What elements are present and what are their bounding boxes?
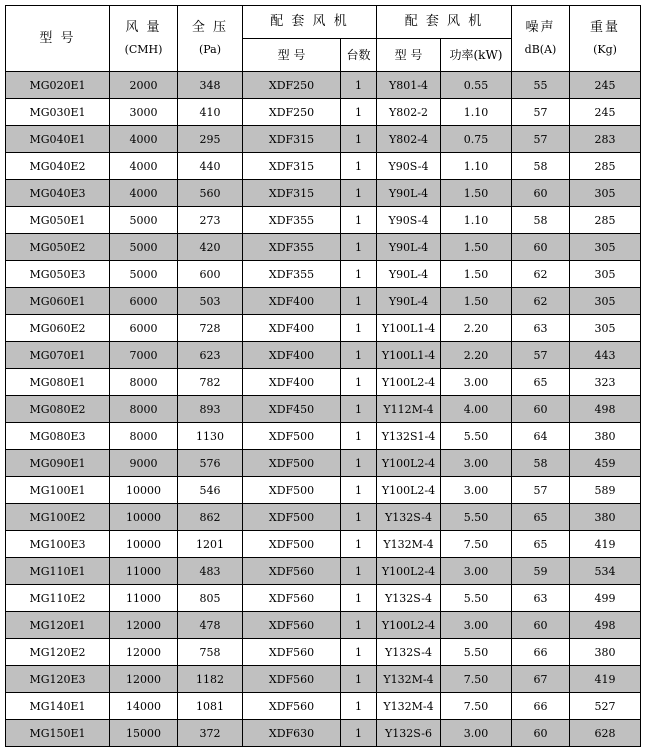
cell-model: MG120E1: [6, 612, 110, 639]
cell-motor-model: Y100L1-4: [377, 315, 441, 342]
cell-motor-power: 3.00: [441, 477, 512, 504]
cell-noise: 66: [512, 693, 570, 720]
cell-fan-model: XDF560: [243, 558, 341, 585]
cell-motor-power: 0.75: [441, 126, 512, 153]
table-row: [6, 585, 641, 612]
cell-noise: 59: [512, 558, 570, 585]
cell-fan-count: 1: [341, 693, 377, 720]
cell-motor-model: Y132M-4: [377, 693, 441, 720]
cell-motor-power: 3.00: [441, 558, 512, 585]
cell-model: MG110E2: [6, 585, 110, 612]
cell-fan-model: XDF450: [243, 396, 341, 423]
cell-noise: 57: [512, 342, 570, 369]
cell-fan-model: XDF500: [243, 450, 341, 477]
cell-fan-model: XDF560: [243, 612, 341, 639]
cell-weight: 419: [570, 531, 641, 558]
cell-weight: 305: [570, 315, 641, 342]
cell-fan-count: 1: [341, 342, 377, 369]
cell-motor-power: 3.00: [441, 612, 512, 639]
cell-model: MG020E1: [6, 72, 110, 99]
cell-weight: 380: [570, 504, 641, 531]
cell-airflow: 14000: [110, 693, 178, 720]
spec-table-container: [5, 5, 641, 747]
table-row: [6, 720, 641, 747]
cell-fan-model: XDF560: [243, 693, 341, 720]
cell-pressure: 372: [178, 720, 243, 747]
cell-fan-model: XDF500: [243, 477, 341, 504]
cell-pressure: 295: [178, 126, 243, 153]
cell-motor-power: 1.50: [441, 288, 512, 315]
cell-model: MG100E2: [6, 504, 110, 531]
cell-model: MG040E2: [6, 153, 110, 180]
table-row: [6, 99, 641, 126]
cell-airflow: 6000: [110, 315, 178, 342]
header-fan-count: 台数: [341, 39, 377, 72]
cell-noise: 65: [512, 369, 570, 396]
cell-airflow: 10000: [110, 531, 178, 558]
header-model: 型 号: [6, 6, 110, 72]
cell-noise: 60: [512, 612, 570, 639]
cell-fan-model: XDF315: [243, 126, 341, 153]
cell-noise: 57: [512, 99, 570, 126]
header-airflow-label: 风 量: [125, 19, 162, 35]
cell-weight: 589: [570, 477, 641, 504]
cell-model: MG080E2: [6, 396, 110, 423]
cell-motor-power: 1.50: [441, 180, 512, 207]
cell-motor-model: Y801-4: [377, 72, 441, 99]
table-row: [6, 288, 641, 315]
cell-noise: 62: [512, 261, 570, 288]
cell-pressure: 728: [178, 315, 243, 342]
cell-airflow: 5000: [110, 234, 178, 261]
table-row: [6, 180, 641, 207]
cell-fan-count: 1: [341, 288, 377, 315]
cell-noise: 65: [512, 504, 570, 531]
header-weight-label: 重量: [589, 19, 620, 35]
cell-pressure: 623: [178, 342, 243, 369]
cell-fan-model: XDF560: [243, 666, 341, 693]
cell-airflow: 4000: [110, 180, 178, 207]
cell-model: MG080E3: [6, 423, 110, 450]
cell-weight: 499: [570, 585, 641, 612]
header-noise: [512, 6, 570, 72]
cell-pressure: 440: [178, 153, 243, 180]
cell-motor-power: 7.50: [441, 531, 512, 558]
table-row: [6, 126, 641, 153]
cell-motor-power: 1.10: [441, 207, 512, 234]
cell-airflow: 10000: [110, 504, 178, 531]
cell-fan-model: XDF560: [243, 639, 341, 666]
cell-weight: 245: [570, 72, 641, 99]
cell-fan-model: XDF355: [243, 234, 341, 261]
cell-noise: 57: [512, 126, 570, 153]
table-row: [6, 504, 641, 531]
cell-motor-power: 5.50: [441, 504, 512, 531]
header-airflow: [110, 6, 178, 72]
table-row: [6, 153, 641, 180]
cell-pressure: 273: [178, 207, 243, 234]
cell-weight: 245: [570, 99, 641, 126]
cell-motor-power: 3.00: [441, 369, 512, 396]
cell-motor-model: Y132M-4: [377, 531, 441, 558]
cell-fan-model: XDF560: [243, 585, 341, 612]
cell-weight: 628: [570, 720, 641, 747]
cell-fan-model: XDF315: [243, 180, 341, 207]
cell-motor-power: 7.50: [441, 666, 512, 693]
cell-noise: 58: [512, 450, 570, 477]
cell-pressure: 782: [178, 369, 243, 396]
cell-pressure: 805: [178, 585, 243, 612]
cell-noise: 60: [512, 180, 570, 207]
cell-airflow: 12000: [110, 639, 178, 666]
cell-fan-count: 1: [341, 558, 377, 585]
table-row: [6, 612, 641, 639]
cell-weight: 534: [570, 558, 641, 585]
cell-pressure: 1182: [178, 666, 243, 693]
cell-motor-power: 0.55: [441, 72, 512, 99]
cell-weight: 305: [570, 180, 641, 207]
header-motor-power: 功率(kW): [441, 39, 512, 72]
table-row: [6, 342, 641, 369]
cell-motor-model: Y100L1-4: [377, 342, 441, 369]
cell-airflow: 10000: [110, 477, 178, 504]
cell-airflow: 11000: [110, 585, 178, 612]
cell-fan-count: 1: [341, 315, 377, 342]
cell-motor-model: Y100L2-4: [377, 477, 441, 504]
cell-noise: 66: [512, 639, 570, 666]
spec-table: [5, 5, 641, 747]
cell-fan-count: 1: [341, 153, 377, 180]
header-pressure: [178, 6, 243, 72]
table-row: [6, 261, 641, 288]
cell-motor-model: Y90L-4: [377, 180, 441, 207]
cell-motor-power: 1.50: [441, 234, 512, 261]
cell-pressure: 576: [178, 450, 243, 477]
cell-weight: 283: [570, 126, 641, 153]
cell-pressure: 348: [178, 72, 243, 99]
cell-motor-power: 3.00: [441, 720, 512, 747]
cell-model: MG060E1: [6, 288, 110, 315]
cell-fan-model: XDF400: [243, 342, 341, 369]
table-row: [6, 477, 641, 504]
cell-fan-model: XDF500: [243, 504, 341, 531]
cell-motor-power: 1.10: [441, 153, 512, 180]
header-weight: [570, 6, 641, 72]
cell-fan-model: XDF250: [243, 72, 341, 99]
cell-airflow: 15000: [110, 720, 178, 747]
cell-pressure: 478: [178, 612, 243, 639]
cell-motor-model: Y100L2-4: [377, 450, 441, 477]
cell-airflow: 4000: [110, 153, 178, 180]
cell-fan-count: 1: [341, 396, 377, 423]
header-pressure-unit: (Pa): [198, 42, 222, 56]
cell-pressure: 560: [178, 180, 243, 207]
cell-motor-model: Y132S-4: [377, 504, 441, 531]
cell-model: MG040E3: [6, 180, 110, 207]
header-noise-unit: dB(A): [524, 42, 557, 56]
cell-weight: 459: [570, 450, 641, 477]
cell-motor-power: 5.50: [441, 423, 512, 450]
cell-noise: 58: [512, 153, 570, 180]
cell-pressure: 1201: [178, 531, 243, 558]
table-row: [6, 639, 641, 666]
cell-noise: 60: [512, 396, 570, 423]
cell-airflow: 4000: [110, 126, 178, 153]
cell-airflow: 8000: [110, 423, 178, 450]
cell-pressure: 758: [178, 639, 243, 666]
cell-fan-count: 1: [341, 450, 377, 477]
table-row: [6, 450, 641, 477]
cell-noise: 64: [512, 423, 570, 450]
table-row: [6, 72, 641, 99]
cell-fan-count: 1: [341, 531, 377, 558]
cell-noise: 55: [512, 72, 570, 99]
cell-pressure: 410: [178, 99, 243, 126]
cell-airflow: 3000: [110, 99, 178, 126]
cell-weight: 285: [570, 153, 641, 180]
spec-table-body: [6, 72, 641, 747]
header-fan-model: 型 号: [243, 39, 341, 72]
cell-model: MG140E1: [6, 693, 110, 720]
cell-weight: 527: [570, 693, 641, 720]
cell-airflow: 8000: [110, 369, 178, 396]
table-row: [6, 666, 641, 693]
header-noise-label: 噪声: [525, 19, 556, 35]
cell-model: MG030E1: [6, 99, 110, 126]
header-fan-group: 配 套 风 机: [243, 6, 377, 39]
cell-motor-model: Y90L-4: [377, 288, 441, 315]
cell-motor-model: Y132S-4: [377, 585, 441, 612]
cell-noise: 60: [512, 720, 570, 747]
cell-weight: 323: [570, 369, 641, 396]
cell-pressure: 862: [178, 504, 243, 531]
cell-motor-power: 3.00: [441, 450, 512, 477]
cell-weight: 305: [570, 288, 641, 315]
cell-pressure: 1130: [178, 423, 243, 450]
cell-noise: 67: [512, 666, 570, 693]
cell-model: MG060E2: [6, 315, 110, 342]
table-row: [6, 531, 641, 558]
table-row: [6, 423, 641, 450]
cell-weight: 498: [570, 612, 641, 639]
cell-motor-model: Y90S-4: [377, 207, 441, 234]
cell-weight: 443: [570, 342, 641, 369]
header-airflow-unit: (CMH): [124, 42, 163, 56]
cell-pressure: 420: [178, 234, 243, 261]
cell-airflow: 2000: [110, 72, 178, 99]
header-row-top: [6, 6, 641, 39]
cell-fan-count: 1: [341, 477, 377, 504]
cell-fan-count: 1: [341, 585, 377, 612]
cell-motor-model: Y90S-4: [377, 153, 441, 180]
cell-fan-count: 1: [341, 126, 377, 153]
cell-model: MG070E1: [6, 342, 110, 369]
cell-fan-count: 1: [341, 261, 377, 288]
cell-model: MG090E1: [6, 450, 110, 477]
cell-pressure: 503: [178, 288, 243, 315]
cell-weight: 380: [570, 639, 641, 666]
cell-model: MG080E1: [6, 369, 110, 396]
cell-fan-model: XDF500: [243, 531, 341, 558]
cell-weight: 380: [570, 423, 641, 450]
cell-fan-count: 1: [341, 234, 377, 261]
cell-fan-model: XDF400: [243, 315, 341, 342]
header-motor-model: 型 号: [377, 39, 441, 72]
cell-airflow: 5000: [110, 261, 178, 288]
cell-model: MG050E1: [6, 207, 110, 234]
cell-fan-model: XDF315: [243, 153, 341, 180]
cell-pressure: 893: [178, 396, 243, 423]
cell-model: MG150E1: [6, 720, 110, 747]
cell-motor-model: Y132S1-4: [377, 423, 441, 450]
cell-motor-model: Y132M-4: [377, 666, 441, 693]
cell-motor-model: Y100L2-4: [377, 369, 441, 396]
cell-fan-count: 1: [341, 99, 377, 126]
cell-fan-count: 1: [341, 666, 377, 693]
cell-airflow: 12000: [110, 612, 178, 639]
cell-airflow: 5000: [110, 207, 178, 234]
cell-airflow: 11000: [110, 558, 178, 585]
cell-motor-power: 2.20: [441, 315, 512, 342]
cell-fan-model: XDF355: [243, 207, 341, 234]
cell-weight: 305: [570, 261, 641, 288]
cell-airflow: 12000: [110, 666, 178, 693]
cell-airflow: 6000: [110, 288, 178, 315]
cell-noise: 62: [512, 288, 570, 315]
cell-fan-model: XDF355: [243, 261, 341, 288]
cell-pressure: 483: [178, 558, 243, 585]
header-weight-unit: (Kg): [593, 42, 617, 56]
header-pressure-label: 全 压: [191, 19, 229, 35]
cell-fan-model: XDF250: [243, 99, 341, 126]
cell-motor-model: Y100L2-4: [377, 612, 441, 639]
cell-fan-model: XDF630: [243, 720, 341, 747]
table-row: [6, 558, 641, 585]
table-row: [6, 369, 641, 396]
cell-fan-count: 1: [341, 423, 377, 450]
cell-fan-count: 1: [341, 207, 377, 234]
cell-noise: 57: [512, 477, 570, 504]
cell-airflow: 8000: [110, 396, 178, 423]
cell-fan-model: XDF500: [243, 423, 341, 450]
table-row: [6, 207, 641, 234]
cell-model: MG040E1: [6, 126, 110, 153]
cell-fan-model: XDF400: [243, 369, 341, 396]
cell-pressure: 546: [178, 477, 243, 504]
cell-noise: 63: [512, 315, 570, 342]
cell-model: MG050E3: [6, 261, 110, 288]
cell-motor-power: 5.50: [441, 585, 512, 612]
cell-motor-model: Y132S-4: [377, 639, 441, 666]
header-motor-group: 配 套 风 机: [377, 6, 512, 39]
cell-fan-count: 1: [341, 369, 377, 396]
cell-fan-count: 1: [341, 504, 377, 531]
cell-motor-power: 5.50: [441, 639, 512, 666]
cell-motor-power: 7.50: [441, 693, 512, 720]
cell-motor-model: Y802-4: [377, 126, 441, 153]
cell-motor-model: Y90L-4: [377, 234, 441, 261]
cell-motor-model: Y112M-4: [377, 396, 441, 423]
cell-motor-power: 2.20: [441, 342, 512, 369]
cell-fan-count: 1: [341, 639, 377, 666]
cell-motor-model: Y132S-6: [377, 720, 441, 747]
cell-model: MG120E3: [6, 666, 110, 693]
table-row: [6, 693, 641, 720]
cell-pressure: 600: [178, 261, 243, 288]
cell-fan-count: 1: [341, 180, 377, 207]
cell-model: MG100E3: [6, 531, 110, 558]
cell-airflow: 7000: [110, 342, 178, 369]
cell-fan-model: XDF400: [243, 288, 341, 315]
cell-fan-count: 1: [341, 72, 377, 99]
cell-fan-count: 1: [341, 720, 377, 747]
table-row: [6, 315, 641, 342]
cell-motor-model: Y90L-4: [377, 261, 441, 288]
cell-model: MG100E1: [6, 477, 110, 504]
cell-weight: 498: [570, 396, 641, 423]
cell-noise: 65: [512, 531, 570, 558]
cell-weight: 419: [570, 666, 641, 693]
cell-noise: 60: [512, 234, 570, 261]
cell-fan-count: 1: [341, 612, 377, 639]
cell-motor-power: 1.10: [441, 99, 512, 126]
cell-motor-model: Y100L2-4: [377, 558, 441, 585]
cell-motor-power: 4.00: [441, 396, 512, 423]
cell-motor-model: Y802-2: [377, 99, 441, 126]
cell-weight: 285: [570, 207, 641, 234]
cell-model: MG050E2: [6, 234, 110, 261]
cell-model: MG110E1: [6, 558, 110, 585]
cell-motor-power: 1.50: [441, 261, 512, 288]
cell-airflow: 9000: [110, 450, 178, 477]
table-row: [6, 396, 641, 423]
cell-model: MG120E2: [6, 639, 110, 666]
cell-pressure: 1081: [178, 693, 243, 720]
cell-noise: 63: [512, 585, 570, 612]
cell-noise: 58: [512, 207, 570, 234]
cell-weight: 305: [570, 234, 641, 261]
table-row: [6, 234, 641, 261]
